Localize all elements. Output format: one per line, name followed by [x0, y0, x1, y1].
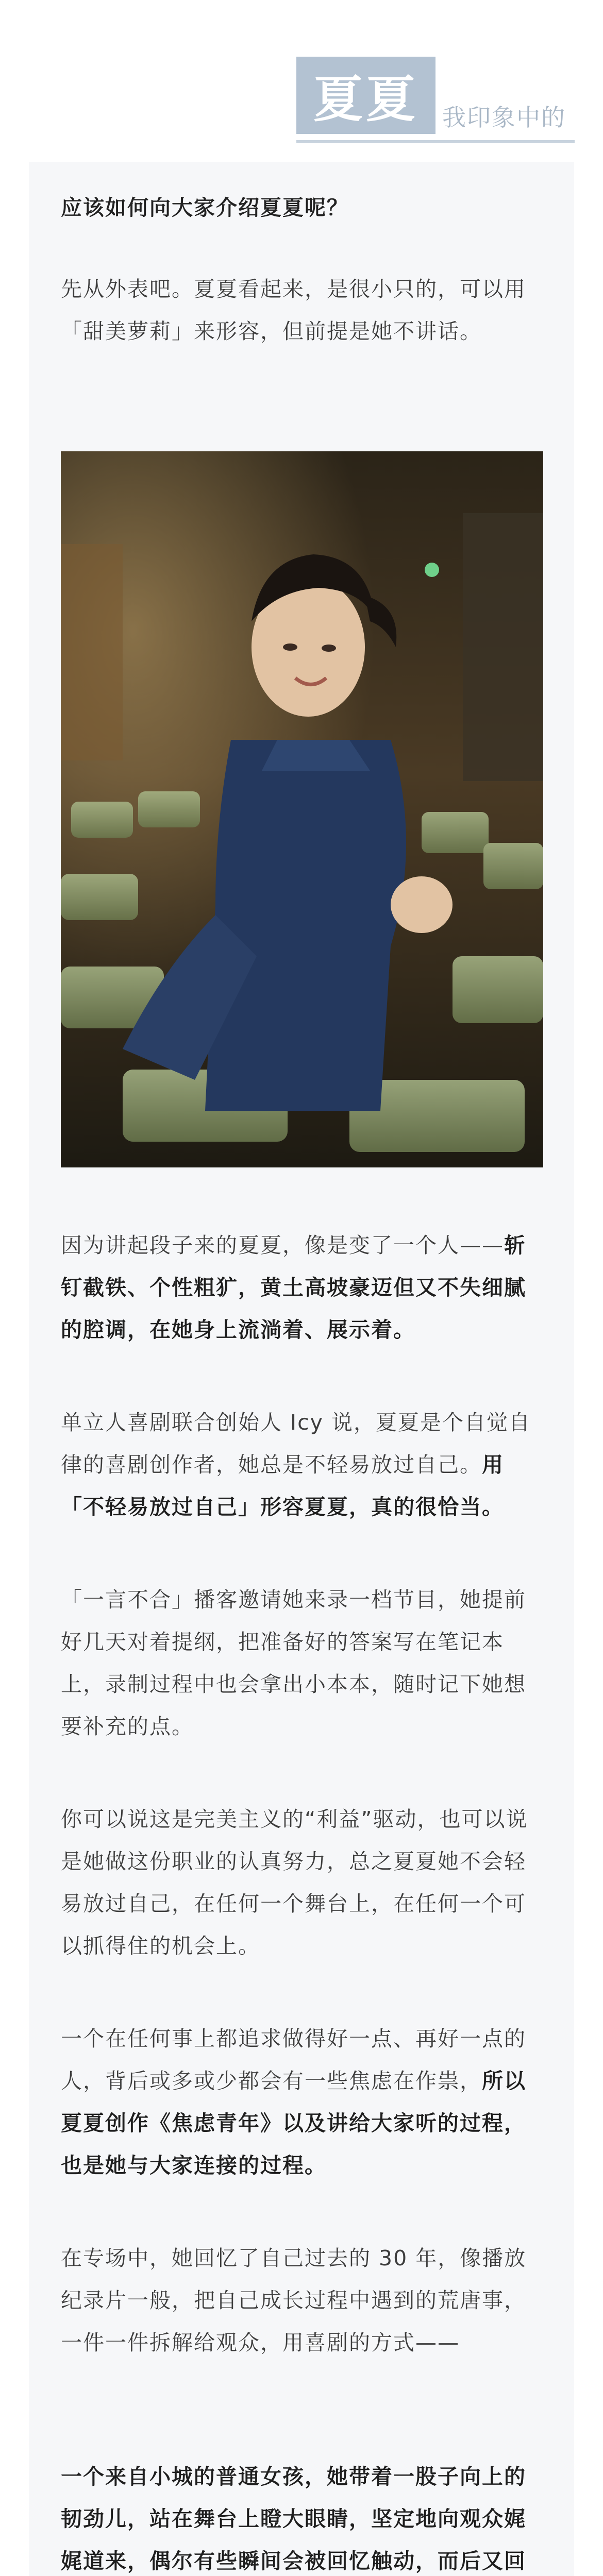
paragraph-appearance: 先从外表吧。夏夏看起来，是很小只的，可以用「甜美萝莉」来形容，但前提是她不讲话。	[61, 277, 526, 344]
paragraph-small-town-girl: 一个来自小城的普通女孩，她带着一股子向上的韧劲儿，站在舞台上瞪大眼睛，坚定地向观众娓娓道来，偶尔有些瞬间会被回忆触动，而后又回	[61, 2464, 526, 2573]
title-underline	[296, 140, 575, 143]
paragraph-podcast: 「一言不合」播客邀请她来录一档节目，她提前好几天对着提纲，把准备好的答案写在笔记本上，录制过程中也会拿出小本本，随时记下她想要补充的点。	[61, 1587, 526, 1739]
photo-portrait-seated	[61, 451, 543, 1167]
paragraph-special: 在专场中，她回忆了自己过去的 30 年，像播放纪录片一般，把自己成长过程中遇到的荒唐事，一件一件拆解给观众，用喜剧的方式——	[61, 2246, 527, 2355]
article-header	[0, 0, 603, 155]
page-subtitle: 我印象中的	[442, 104, 566, 131]
paragraph-icy-quote: 单立人喜剧联合创始人 Icy 说，夏夏是个自觉自律的喜剧创作者，她总是不轻易放过自己。用「不轻易放过自己」形容夏夏，真的很恰当。	[61, 1410, 531, 1519]
page-title: 夏夏	[296, 57, 435, 134]
section-question: 应该如何向大家介绍夏夏呢？	[61, 195, 349, 220]
paragraph-perfectionism: 你可以说这是完美主义的“利益”驱动，也可以说是她做这份职业的认真努力，总之夏夏她不会轻易放过自己，在任何一个舞台上，在任何一个可以抓得住的机会上。	[61, 1807, 528, 1958]
paragraph-comedy-voice: 因为讲起段子来的夏夏，像是变了一个人——斩钉截铁、个性粗犷，黄土高坡豪迈但又不失细腻的腔调，在她身上流淌着、展示着。	[61, 1233, 526, 1342]
paragraph-anxiety: 一个在任何事上都追求做得好一点、再好一点的人，背后或多或少都会有一些焦虑在作祟，所以夏夏创作《焦虑青年》以及讲给大家听的过程，也是她与大家连接的过程。	[61, 2026, 526, 2178]
